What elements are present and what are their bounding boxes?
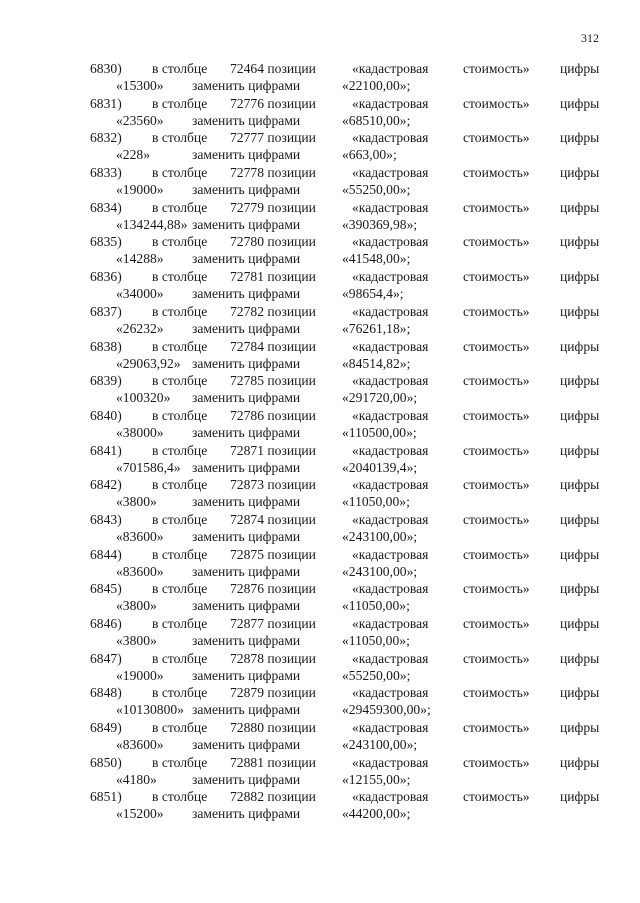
- replace-text: заменить цифрами: [192, 424, 301, 440]
- new-value: «84514,82»;: [342, 355, 411, 371]
- digits-word: цифры: [560, 685, 600, 701]
- in-column-text: в столбце: [152, 511, 208, 527]
- new-value: «11050,00»;: [342, 633, 410, 648]
- position-text: [230, 546, 316, 563]
- position-number: 72778: [230, 165, 264, 181]
- cadastral-word: «кадастровая: [352, 650, 429, 666]
- amendment-entry: [0, 372, 640, 407]
- digits-word: цифры: [560, 269, 600, 285]
- old-value: «29063,92»: [116, 355, 181, 371]
- entry-number: 6843): [90, 511, 122, 527]
- cost-word: стоимость»: [463, 685, 530, 701]
- old-value: «14288»: [116, 251, 164, 267]
- amendment-entry: [0, 580, 640, 615]
- digits-word: цифры: [560, 234, 600, 250]
- cost-word: стоимость»: [463, 234, 530, 250]
- old-value: «38000»: [116, 424, 164, 440]
- replace-text: заменить цифрами: [192, 112, 301, 128]
- new-value: «243100,00»;: [342, 528, 418, 544]
- cadastral-word: «кадастровая: [352, 616, 429, 631]
- digits-word: цифры: [560, 616, 600, 631]
- position-number: 72464: [230, 61, 264, 76]
- cadastral-word: «кадастровая: [352, 269, 429, 285]
- position-word: позиции: [267, 789, 316, 805]
- new-value: «11050,00»;: [342, 598, 410, 614]
- page-number: 312: [581, 31, 599, 45]
- position-number: 72781: [230, 269, 264, 285]
- old-value: «19000»: [116, 182, 164, 198]
- new-value: «110500,00»;: [342, 424, 417, 440]
- digits-word: цифры: [560, 442, 600, 458]
- position-word: позиции: [267, 199, 316, 215]
- digits-word: цифры: [560, 373, 600, 389]
- position-word: позиции: [267, 616, 316, 631]
- amendment-entry: [0, 650, 640, 685]
- amendment-entry: [0, 476, 640, 511]
- position-text: [230, 442, 316, 459]
- entry-number: 6849): [90, 720, 122, 736]
- old-value: «34000»: [116, 286, 164, 302]
- entry-number: 6839): [90, 373, 122, 389]
- replace-text: заменить цифрами: [192, 598, 301, 614]
- amendment-entry: [0, 407, 640, 442]
- cadastral-word: «кадастровая: [352, 130, 429, 146]
- position-word: позиции: [267, 61, 316, 76]
- entry-number: 6832): [90, 130, 122, 146]
- position-word: позиции: [267, 720, 316, 736]
- in-column-text: в столбце: [152, 789, 208, 805]
- position-text: [230, 268, 316, 285]
- amendment-entry: [0, 60, 640, 95]
- position-text: [230, 129, 316, 146]
- position-word: позиции: [267, 442, 316, 458]
- old-value: «3800»: [116, 494, 157, 510]
- replace-text: заменить цифрами: [192, 667, 301, 683]
- position-text: [230, 60, 316, 77]
- position-word: позиции: [267, 95, 316, 111]
- position-text: [230, 788, 316, 805]
- new-value: «243100,00»;: [342, 563, 418, 579]
- position-text: [230, 476, 316, 493]
- old-value: «100320»: [116, 390, 171, 406]
- digits-word: цифры: [560, 720, 600, 736]
- amendment-entry: [0, 199, 640, 234]
- cadastral-word: «кадастровая: [352, 511, 429, 527]
- in-column-text: в столбце: [152, 338, 208, 354]
- cadastral-word: «кадастровая: [352, 442, 429, 458]
- amendment-entry: [0, 754, 640, 789]
- old-value: «3800»: [116, 633, 157, 648]
- position-text: [230, 338, 316, 355]
- in-column-text: в столбце: [152, 234, 208, 250]
- cost-word: стоимость»: [463, 95, 530, 111]
- position-number: 72776: [230, 95, 264, 111]
- replace-text: заменить цифрами: [192, 390, 301, 406]
- in-column-text: в столбце: [152, 650, 208, 666]
- entry-number: 6844): [90, 546, 122, 562]
- cadastral-word: «кадастровая: [352, 720, 429, 736]
- cadastral-word: «кадастровая: [352, 407, 429, 423]
- digits-word: цифры: [560, 546, 600, 562]
- new-value: «2040139,4»;: [342, 459, 418, 475]
- position-text: [230, 407, 316, 424]
- entry-number: 6830): [90, 61, 122, 76]
- replace-text: заменить цифрами: [192, 563, 301, 579]
- entry-number: 6831): [90, 95, 122, 111]
- entry-number: 6846): [90, 616, 122, 631]
- new-value: «44200,00»;: [342, 806, 411, 822]
- entry-number: 6833): [90, 165, 122, 181]
- amendment-entry: [0, 338, 640, 373]
- cost-word: стоимость»: [463, 269, 530, 285]
- position-number: 72877: [230, 616, 264, 631]
- cost-word: стоимость»: [463, 373, 530, 389]
- digits-word: цифры: [560, 130, 600, 146]
- position-number: 72873: [230, 477, 264, 493]
- position-number: 72881: [230, 754, 264, 770]
- replace-text: заменить цифрами: [192, 286, 301, 302]
- replace-text: заменить цифрами: [192, 633, 301, 648]
- in-column-text: в столбце: [152, 199, 208, 215]
- new-value: «22100,00»;: [342, 78, 411, 93]
- old-value: «83600»: [116, 528, 164, 544]
- replace-text: заменить цифрами: [192, 494, 301, 510]
- old-value: «134244,88»: [116, 216, 188, 232]
- amendment-entry: [0, 95, 640, 130]
- position-text: [230, 372, 316, 389]
- cadastral-word: «кадастровая: [352, 685, 429, 701]
- position-number: 72879: [230, 685, 264, 701]
- entry-number: 6847): [90, 650, 122, 666]
- position-text: [230, 233, 316, 250]
- new-value: «55250,00»;: [342, 667, 411, 683]
- entry-number: 6841): [90, 442, 122, 458]
- cost-word: стоимость»: [463, 650, 530, 666]
- new-value: «68510,00»;: [342, 112, 411, 128]
- in-column-text: в столбце: [152, 720, 208, 736]
- in-column-text: в столбце: [152, 95, 208, 111]
- digits-word: цифры: [560, 754, 600, 770]
- new-value: «12155,00»;: [342, 771, 411, 787]
- new-value: «11050,00»;: [342, 494, 410, 510]
- position-word: позиции: [267, 754, 316, 770]
- position-number: 72779: [230, 199, 264, 215]
- cost-word: стоимость»: [463, 303, 530, 319]
- entry-number: 6842): [90, 477, 122, 493]
- old-value: «83600»: [116, 563, 164, 579]
- replace-text: заменить цифрами: [192, 251, 301, 267]
- replace-text: заменить цифрами: [192, 78, 301, 93]
- cadastral-word: «кадастровая: [352, 95, 429, 111]
- position-word: позиции: [267, 165, 316, 181]
- amendment-entry: [0, 546, 640, 581]
- entry-number: 6850): [90, 754, 122, 770]
- old-value: «26232»: [116, 320, 164, 336]
- in-column-text: в столбце: [152, 754, 208, 770]
- old-value: «701586,4»: [116, 459, 181, 475]
- position-number: 72786: [230, 407, 264, 423]
- amendment-list: [0, 60, 640, 823]
- position-text: [230, 199, 316, 216]
- new-value: «29459300,00»;: [342, 702, 431, 718]
- digits-word: цифры: [560, 165, 600, 181]
- position-word: позиции: [267, 269, 316, 285]
- cost-word: стоимость»: [463, 442, 530, 458]
- new-value: «291720,00»;: [342, 390, 418, 406]
- in-column-text: в столбце: [152, 165, 208, 181]
- amendment-entry: [0, 442, 640, 477]
- amendment-entry: [0, 719, 640, 754]
- position-number: 72784: [230, 338, 264, 354]
- position-text: [230, 303, 316, 320]
- new-value: «41548,00»;: [342, 251, 411, 267]
- cost-word: стоимость»: [463, 61, 530, 76]
- in-column-text: в столбце: [152, 477, 208, 493]
- cadastral-word: «кадастровая: [352, 338, 429, 354]
- cost-word: стоимость»: [463, 581, 530, 597]
- replace-text: заменить цифрами: [192, 459, 301, 475]
- old-value: «4180»: [116, 771, 157, 787]
- position-number: 72777: [230, 130, 264, 146]
- position-number: 72874: [230, 511, 264, 527]
- position-number: 72780: [230, 234, 264, 250]
- position-number: 72871: [230, 442, 264, 458]
- replace-text: заменить цифрами: [192, 182, 301, 198]
- entry-number: 6834): [90, 199, 122, 215]
- cadastral-word: «кадастровая: [352, 165, 429, 181]
- replace-text: заменить цифрами: [192, 355, 301, 371]
- digits-word: цифры: [560, 61, 600, 76]
- cost-word: стоимость»: [463, 130, 530, 146]
- cadastral-word: «кадастровая: [352, 199, 429, 215]
- cadastral-word: «кадастровая: [352, 754, 429, 770]
- position-text: [230, 511, 316, 528]
- entry-number: 6838): [90, 338, 122, 354]
- cost-word: стоимость»: [463, 165, 530, 181]
- in-column-text: в столбце: [152, 685, 208, 701]
- cost-word: стоимость»: [463, 789, 530, 805]
- position-text: [230, 650, 316, 667]
- position-text: [230, 164, 316, 181]
- replace-text: заменить цифрами: [192, 806, 301, 822]
- digits-word: цифры: [560, 477, 600, 493]
- entry-number: 6845): [90, 581, 122, 597]
- entry-number: 6848): [90, 685, 122, 701]
- position-word: позиции: [267, 650, 316, 666]
- position-word: позиции: [267, 685, 316, 701]
- position-text: [230, 684, 316, 701]
- amendment-entry: [0, 129, 640, 164]
- in-column-text: в столбце: [152, 581, 208, 597]
- in-column-text: в столбце: [152, 269, 208, 285]
- digits-word: цифры: [560, 789, 600, 805]
- cost-word: стоимость»: [463, 616, 530, 631]
- new-value: «76261,18»;: [342, 320, 411, 336]
- old-value: «19000»: [116, 667, 164, 683]
- new-value: «55250,00»;: [342, 182, 411, 198]
- in-column-text: в столбце: [152, 130, 208, 146]
- old-value: «83600»: [116, 737, 164, 753]
- amendment-entry: [0, 268, 640, 303]
- position-word: позиции: [267, 373, 316, 389]
- entry-number: 6837): [90, 303, 122, 319]
- new-value: «243100,00»;: [342, 737, 418, 753]
- in-column-text: в столбце: [152, 407, 208, 423]
- position-text: [230, 95, 316, 112]
- cost-word: стоимость»: [463, 546, 530, 562]
- position-number: 72882: [230, 789, 264, 805]
- new-value: «98654,4»;: [342, 286, 404, 302]
- amendment-entry: [0, 164, 640, 199]
- replace-text: заменить цифрами: [192, 147, 301, 163]
- amendment-entry: [0, 684, 640, 719]
- position-number: 72876: [230, 581, 264, 597]
- cost-word: стоимость»: [463, 338, 530, 354]
- position-word: позиции: [267, 407, 316, 423]
- digits-word: цифры: [560, 511, 600, 527]
- new-value: «663,00»;: [342, 147, 397, 163]
- position-word: позиции: [267, 546, 316, 562]
- amendment-entry: [0, 511, 640, 546]
- cadastral-word: «кадастровая: [352, 581, 429, 597]
- digits-word: цифры: [560, 338, 600, 354]
- replace-text: заменить цифрами: [192, 216, 301, 232]
- cost-word: стоимость»: [463, 720, 530, 736]
- old-value: «228»: [116, 147, 150, 163]
- replace-text: заменить цифрами: [192, 771, 301, 787]
- cadastral-word: «кадастровая: [352, 234, 429, 250]
- cadastral-word: «кадастровая: [352, 546, 429, 562]
- cost-word: стоимость»: [463, 199, 530, 215]
- cadastral-word: «кадастровая: [352, 303, 429, 319]
- entry-number: 6851): [90, 789, 122, 805]
- digits-word: цифры: [560, 650, 600, 666]
- cost-word: стоимость»: [463, 407, 530, 423]
- old-value: «10130800»: [116, 702, 184, 718]
- in-column-text: в столбце: [152, 303, 208, 319]
- digits-word: цифры: [560, 581, 600, 597]
- entry-number: 6840): [90, 407, 122, 423]
- position-number: 72875: [230, 546, 264, 562]
- in-column-text: в столбце: [152, 546, 208, 562]
- position-word: позиции: [267, 303, 316, 319]
- replace-text: заменить цифрами: [192, 320, 301, 336]
- in-column-text: в столбце: [152, 61, 208, 76]
- cost-word: стоимость»: [463, 477, 530, 493]
- amendment-entry: [0, 788, 640, 823]
- position-number: 72782: [230, 303, 264, 319]
- in-column-text: в столбце: [152, 373, 208, 389]
- old-value: «15200»: [116, 806, 164, 822]
- position-number: 72785: [230, 373, 264, 389]
- position-number: 72880: [230, 720, 264, 736]
- replace-text: заменить цифрами: [192, 702, 301, 718]
- cost-word: стоимость»: [463, 754, 530, 770]
- position-word: позиции: [267, 234, 316, 250]
- replace-text: заменить цифрами: [192, 528, 301, 544]
- entry-number: 6836): [90, 269, 122, 285]
- old-value: «23560»: [116, 112, 164, 128]
- digits-word: цифры: [560, 303, 600, 319]
- position-number: 72878: [230, 650, 264, 666]
- cadastral-word: «кадастровая: [352, 61, 429, 76]
- amendment-entry: [0, 303, 640, 338]
- digits-word: цифры: [560, 407, 600, 423]
- position-word: позиции: [267, 511, 316, 527]
- in-column-text: в столбце: [152, 442, 208, 458]
- position-text: [230, 580, 316, 597]
- old-value: «3800»: [116, 598, 157, 614]
- entry-number: 6835): [90, 234, 122, 250]
- position-text: [230, 615, 316, 632]
- position-word: позиции: [267, 130, 316, 146]
- new-value: «390369,98»;: [342, 216, 418, 232]
- position-word: позиции: [267, 338, 316, 354]
- position-text: [230, 754, 316, 771]
- amendment-entry: [0, 233, 640, 268]
- position-word: позиции: [267, 477, 316, 493]
- cadastral-word: «кадастровая: [352, 373, 429, 389]
- old-value: «15300»: [116, 78, 164, 93]
- amendment-entry: [0, 615, 640, 650]
- cadastral-word: «кадастровая: [352, 477, 429, 493]
- cadastral-word: «кадастровая: [352, 789, 429, 805]
- cost-word: стоимость»: [463, 511, 530, 527]
- in-column-text: в столбце: [152, 616, 208, 631]
- replace-text: заменить цифрами: [192, 737, 301, 753]
- digits-word: цифры: [560, 199, 600, 215]
- digits-word: цифры: [560, 95, 600, 111]
- position-word: позиции: [267, 581, 316, 597]
- position-text: [230, 719, 316, 736]
